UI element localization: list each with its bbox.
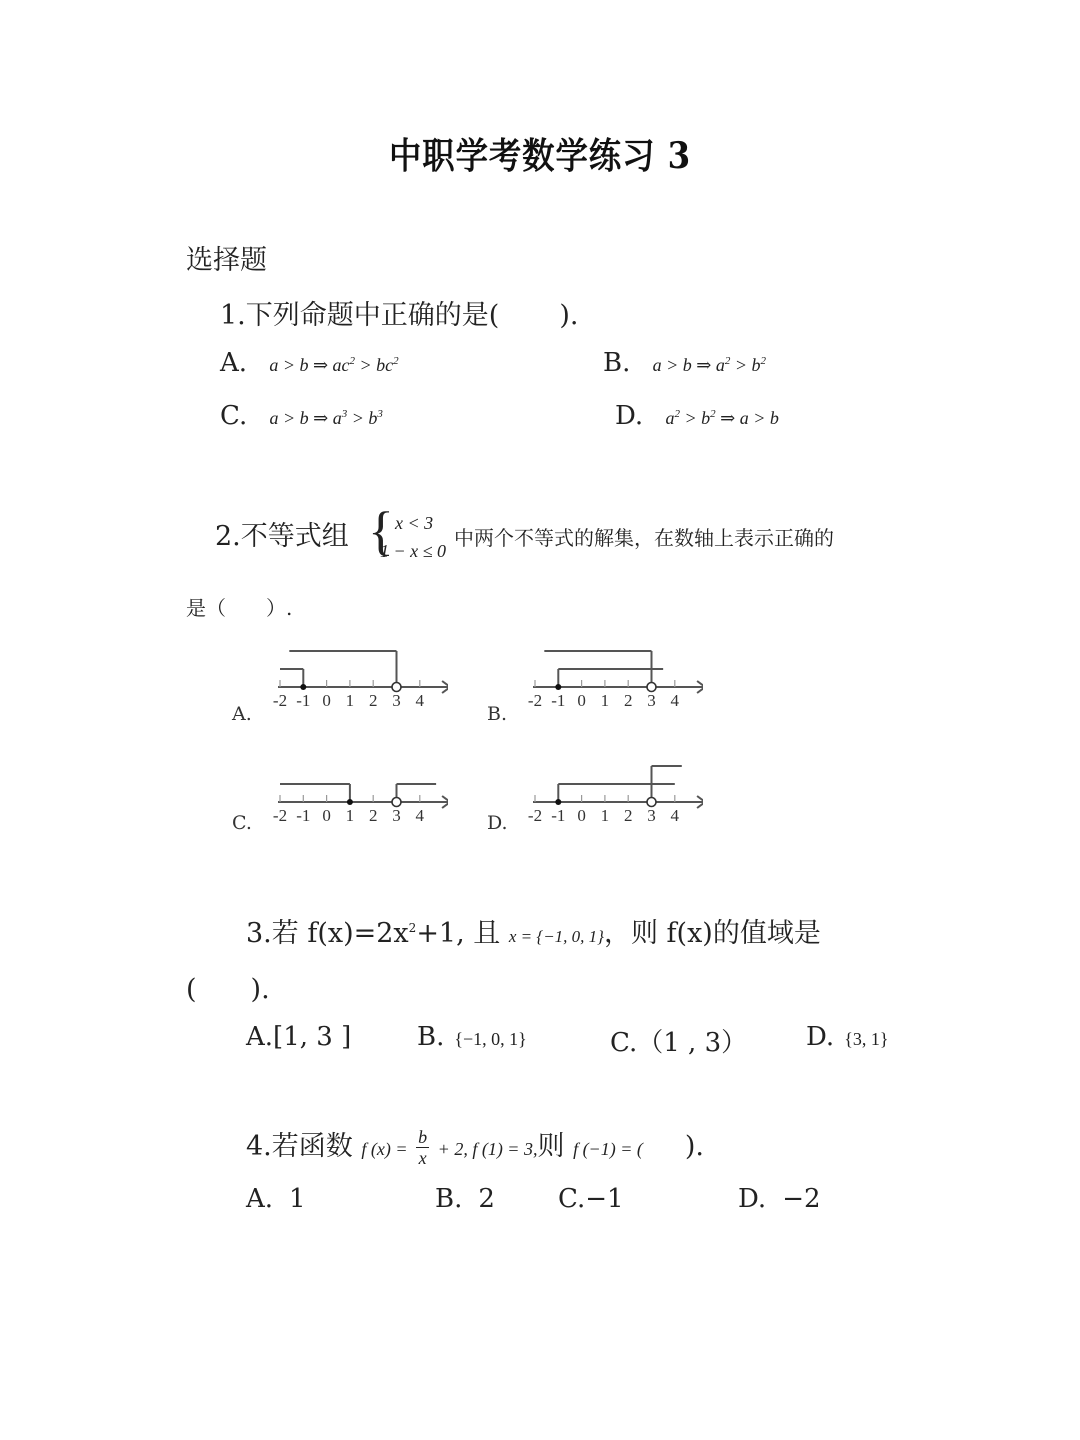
svg-text:3: 3 — [647, 806, 656, 825]
option-expression: a > b ⇒ $a^2 > b^2$ — [652, 355, 767, 375]
panel-d-label: D. — [487, 812, 508, 834]
svg-text:4: 4 — [415, 691, 425, 710]
svg-text:3: 3 — [392, 691, 401, 710]
number-line-a[interactable] — [268, 640, 448, 715]
exponent: 2 — [408, 921, 417, 935]
question-text-end: ). — [684, 1131, 704, 1162]
question-3-option-c[interactable] — [610, 1022, 747, 1059]
question-4-option-b[interactable] — [435, 1184, 495, 1214]
function-rhs: + 2, f (1) = 3, — [437, 1139, 538, 1159]
svg-text:4: 4 — [670, 806, 680, 825]
svg-text:2: 2 — [623, 691, 633, 710]
svg-text:0: 0 — [322, 691, 331, 710]
option-expression: $a^2 > b^2$ ⇒ a > b — [665, 408, 779, 428]
svg-text:-2: -2 — [272, 806, 288, 825]
svg-text:1: 1 — [345, 691, 355, 710]
svg-text:0: 0 — [577, 691, 586, 710]
option-value: −2 — [782, 1184, 821, 1214]
option-label: D. — [615, 401, 644, 431]
question-3-text-line2: ( ). — [186, 974, 270, 1005]
fraction-denominator: x — [418, 1148, 427, 1168]
svg-text:1: 1 — [600, 806, 610, 825]
svg-text:-2: -2 — [527, 691, 543, 710]
question-number: 1. — [220, 300, 246, 331]
option-label: A. — [246, 1184, 274, 1214]
svg-text:2: 2 — [368, 806, 378, 825]
option-value: −1 — [585, 1184, 624, 1214]
svg-text:0: 0 — [322, 806, 331, 825]
svg-text:1: 1 — [600, 691, 610, 710]
question-1-stem — [220, 293, 578, 332]
question-number: 4. — [246, 1131, 272, 1162]
svg-text:-1: -1 — [551, 806, 566, 825]
svg-text:3: 3 — [647, 691, 656, 710]
option-label: A. — [246, 1022, 274, 1052]
option-value: {3, 1} — [844, 1029, 889, 1049]
question-4-option-a[interactable] — [246, 1184, 306, 1214]
question-number: 2. — [215, 521, 241, 552]
question-1-option-d[interactable] — [615, 401, 779, 431]
panel-a-label: A. — [232, 703, 252, 725]
number-line-b[interactable] — [523, 640, 703, 715]
number-line-d[interactable] — [523, 752, 703, 830]
panel-c-label: C. — [232, 812, 252, 834]
option-value: 1 — [289, 1184, 306, 1214]
svg-text:3: 3 — [392, 806, 401, 825]
option-expression: a > b ⇒ $ac^2 > bc^2$ — [269, 355, 399, 375]
function-lhs: f (x) = — [361, 1139, 408, 1159]
svg-text:4: 4 — [415, 806, 425, 825]
fraction-numerator: b — [418, 1127, 428, 1147]
option-label: B. — [603, 348, 631, 378]
option-label: C. — [610, 1028, 638, 1058]
option-value: [1, 3 ] — [273, 1022, 352, 1052]
question-text: 下列命题中正确的是( — [245, 300, 500, 331]
question-3-stem — [246, 911, 821, 950]
option-label: D. — [806, 1022, 835, 1052]
question-2-text-line2: 是（ ）. — [186, 596, 293, 620]
option-value: 2 — [478, 1184, 495, 1214]
section-heading: 选择题 — [186, 245, 267, 276]
question-3-option-a[interactable] — [246, 1022, 351, 1052]
svg-text:-1: -1 — [551, 691, 566, 710]
question-number: 3. — [246, 918, 272, 949]
svg-text:-1: -1 — [296, 691, 311, 710]
system-brace: { — [368, 501, 394, 561]
question-text: 则 — [537, 1131, 565, 1162]
page-title: 中职学考数学练习 3 — [388, 135, 692, 177]
question-4-option-d[interactable] — [738, 1184, 821, 1214]
option-expression: a > b ⇒ $a^3 > b^3$ — [269, 408, 383, 428]
option-value: （1 , 3） — [637, 1028, 748, 1058]
option-label: C. — [220, 401, 248, 431]
fraction — [416, 1127, 429, 1168]
inequality-1: x < 3 — [395, 513, 434, 533]
option-label: B. — [417, 1022, 445, 1052]
question-4-stem — [246, 1124, 704, 1168]
svg-text:2: 2 — [623, 806, 633, 825]
option-label: D. — [738, 1184, 767, 1214]
question-text-end: ). — [559, 300, 579, 331]
question-2-stem — [215, 514, 349, 553]
svg-text:2: 2 — [368, 691, 378, 710]
inequality-2: 1 − x ≤ 0 — [380, 541, 447, 561]
question-text: ，则 f(x)的值域是 — [603, 918, 821, 949]
option-label: C. — [558, 1184, 586, 1214]
option-value: {−1, 0, 1} — [454, 1029, 527, 1049]
question-3-option-b[interactable] — [417, 1022, 527, 1052]
question-text: 若 f(x)=2x — [271, 918, 409, 949]
svg-text:4: 4 — [670, 691, 680, 710]
question-1-option-a[interactable] — [220, 348, 399, 378]
svg-text:-1: -1 — [296, 806, 311, 825]
svg-text:0: 0 — [577, 806, 586, 825]
option-label: A. — [220, 348, 248, 378]
question-4-option-c[interactable] — [558, 1184, 624, 1214]
question-text: +1, 且 — [416, 918, 501, 949]
svg-text:-2: -2 — [272, 691, 288, 710]
question-text: 不等式组 — [240, 521, 349, 552]
option-label: B. — [435, 1184, 463, 1214]
number-line-c[interactable] — [268, 755, 448, 830]
question-1-option-b[interactable] — [603, 348, 766, 378]
question-1-option-c[interactable] — [220, 401, 383, 431]
svg-text:1: 1 — [345, 806, 355, 825]
question-3-option-d[interactable] — [806, 1022, 888, 1052]
panel-b-label: B. — [487, 703, 508, 725]
svg-text:-2: -2 — [527, 806, 543, 825]
question-2-text-cont: 中两个不等式的解集，在数轴上表示正确的 — [454, 526, 834, 550]
question-text: 若函数 — [271, 1131, 353, 1162]
domain-expression: x = {−1, 0, 1} — [508, 927, 604, 946]
ask-expression: f (−1) = ( — [573, 1139, 643, 1159]
